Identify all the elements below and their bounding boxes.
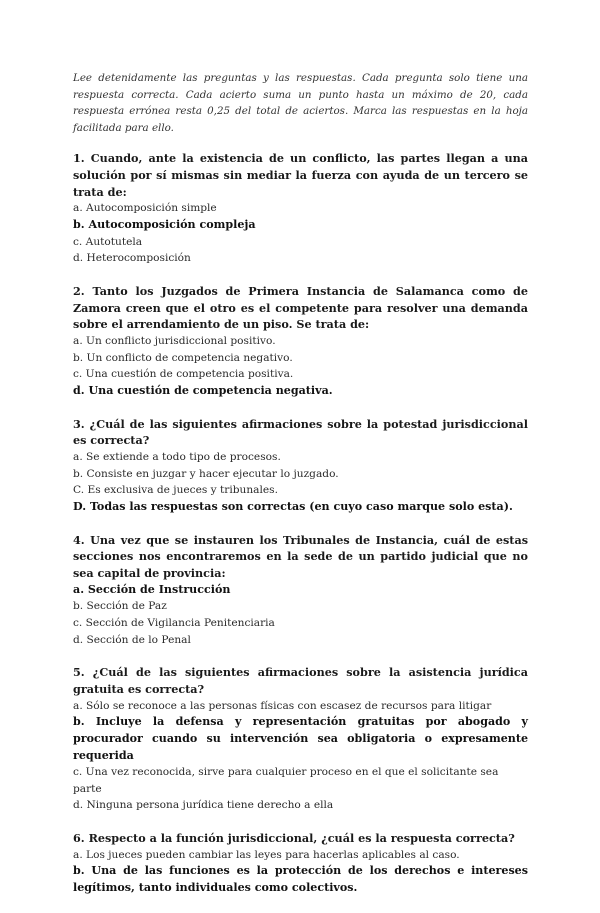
question-5 (73, 664, 528, 814)
answer-option: d. Sección de lo Penal (73, 633, 191, 646)
question-stem: 3. ¿Cuál de las siguientes afirmaciones sobre la potestad jurisdiccional es correcta? (73, 416, 528, 448)
answer-option-correct: a. Sección de Instrucción (73, 582, 231, 596)
question-6 (73, 830, 528, 897)
answer-option: a. Los jueces pueden cambiar las leyes para hacerlas aplicables al caso. (73, 848, 460, 861)
answer-option: b. Sección de Paz (73, 600, 167, 613)
answer-option: d. Heterocomposición (73, 252, 191, 265)
answer-option-correct: b. Autocomposición compleja (73, 217, 256, 231)
question-stem: 2. Tanto los Juzgados de Primera Instancia de Salamanca como de Zamora creen que el otro es el competente para resolver una demanda sobre el arrendamiento de un piso. Se trata de: (73, 283, 528, 332)
question-stem: 6. Respecto a la función jurisdiccional, ¿cuál es la respuesta correcta? (73, 831, 515, 846)
answer-option: d. Ninguna persona jurídica tiene derecho a ella (73, 799, 334, 812)
answer-option: c. Sección de Vigilancia Penitenciaria (73, 617, 275, 630)
questions-list (73, 150, 528, 897)
instructions-paragraph: Lee detenidamente las preguntas y las respuestas. Cada pregunta solo tiene una respuesta correcta. Cada acierto suma un punto hasta un máximo de 20, cada respuesta errónea resta 0,25 del total de aciertos. Marca las respuestas en la hoja facilitada para ello. (73, 72, 528, 134)
answer-option: c. Autotutela (73, 235, 143, 248)
question-2 (73, 283, 528, 400)
answer-option: a. Un conflicto jurisdiccional positivo. (73, 335, 276, 348)
document-page (73, 70, 528, 913)
answer-option: c. Una cuestión de competencia positiva. (73, 368, 294, 381)
answer-option-correct: D. Todas las respuestas son correctas (en cuyo caso marque solo esta). (73, 499, 513, 513)
question-3 (73, 416, 528, 516)
question-1 (73, 150, 528, 267)
answer-option: a. Sólo se reconoce a las personas físicas con escasez de recursos para litigar (73, 699, 492, 712)
answer-option-correct: d. Una cuestión de competencia negativa. (73, 383, 333, 397)
answer-option: b. Consiste en juzgar y hacer ejecutar lo juzgado. (73, 467, 339, 480)
answer-option-correct: b. Una de las funciones es la protección de los derechos e intereses legítimos, tanto individuales como colectivos. (73, 864, 528, 894)
question-stem: 5. ¿Cuál de las siguientes afirmaciones sobre la asistencia jurídica gratuita es correcta? (73, 665, 528, 697)
answer-option: C. Es exclusiva de jueces y tribunales. (73, 484, 278, 497)
answer-option: a. Se extiende a todo tipo de procesos. (73, 451, 281, 464)
question-stem: 4. Una vez que se instauren los Tribunales de Instancia, cuál de estas secciones nos encontraremos en la sede de un partido judicial que no sea capital de provincia: (73, 532, 528, 581)
answer-option-correct: b. Incluye la defensa y representación gratuitas por abogado y procurador cuando su intervención sea obligatoria o expresamente requerida (73, 715, 528, 762)
answer-option: a. Autocomposición simple (73, 202, 217, 215)
answer-option: c. Una vez reconocida, sirve para cualquier proceso en el que el solicitante sea parte (73, 766, 499, 795)
question-stem: 1. Cuando, ante la existencia de un conflicto, las partes llegan a una solución por sí mismas sin mediar la fuerza con ayuda de un tercero se trata de: (73, 151, 528, 199)
question-4 (73, 532, 528, 649)
answer-option: b. Un conflicto de competencia negativo. (73, 351, 293, 364)
